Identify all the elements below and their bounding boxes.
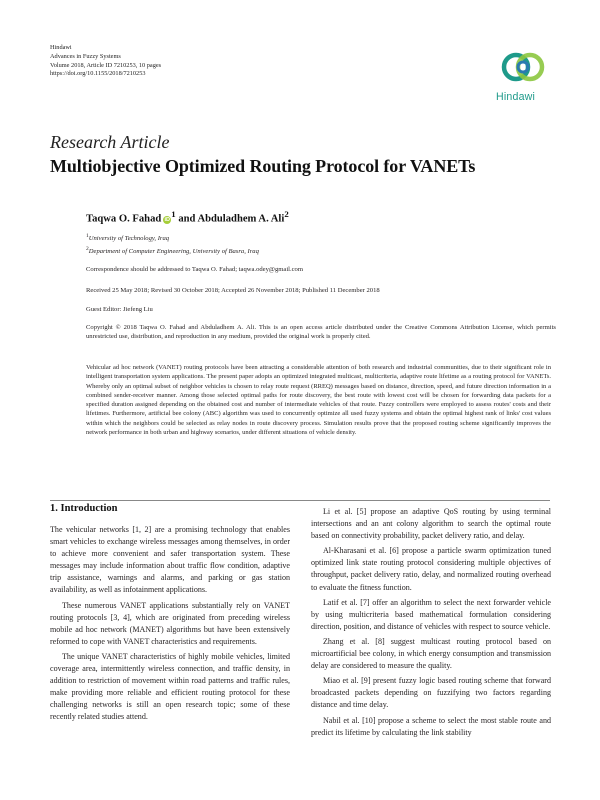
guest-editor: Guest Editor: Jiefeng Liu: [86, 306, 153, 313]
article-type: Research Article: [50, 132, 170, 152]
paragraph: Miao et al. [9] present fuzzy logic based routing scheme that forward broadcasted packets depending on fuzzifying two factors regarding distance and time delay.: [311, 676, 551, 710]
journal-name: Advances in Fuzzy Systems: [50, 52, 121, 60]
left-column: [50, 524, 290, 727]
copyright-notice: Copyright © 2018 Taqwa O. Fahad and Abduladhem A. Ali. This is an open access article distributed under the Creative Commons Attribution License, which permits unrestricted use, distribution, and reproduction in any medium, provided the original work is properly cited.: [86, 324, 556, 341]
affiliation-2-text: Department of Computer Engineering, University of Basra, Iraq: [88, 248, 259, 256]
paragraph: The vehicular networks [1, 2] are a promising technology that enables smart vehicles to exchange wireless messages among themselves, in order to achieve more convenient and safer transportation system. These messages may include information about traffic flow condition, adaptive trip assistance, warnings and alarms, and parking or gas station availability, as well as infotainment applications.: [50, 525, 290, 595]
affiliation-1-text: University of Technology, Iraq: [88, 235, 170, 243]
logo-wordmark: Hindawi: [496, 91, 536, 103]
paragraph: Latif et al. [7] offer an algorithm to select the next forwarder vehicle by using multicriteria based mathematical formulation considering direction, position, and distance of vehicles with respect to source vehicle.: [311, 597, 551, 631]
author-2: Abduladhem A. Ali: [197, 213, 285, 225]
right-column: [311, 506, 551, 742]
affiliation-1-mark: 1: [86, 233, 89, 239]
paragraph: Zhang et al. [8] suggest multicast routing protocol based on microartificial bee colony, in which energy consumption and transmission delay are considered to measure the quality.: [311, 636, 551, 671]
volume-line: Volume 2018, Article ID 7210253, 10 pages: [50, 61, 162, 69]
abstract: Vehicular ad hoc network (VANET) routing protocols have been attracting a considerable attention of both research and industrial communities, due to their significant role in intelligent transportation system applications. The present paper adopts an optimized integrated multicast, multicriteria, adaptive route lifetime as a routing protocol for VANETs. Whereby only an optimal subset of neighbor vehicles is chosen to relay route request (RREQ) messages based on distance, direction, speed, and future direction information in a combined sender-receiver manner. Among those selected optimal paths for route discovery, the best route with lowest cost will be chosen for forwarding data packets for a specified duration assigned depending on the obtained cost and number of intermediate vehicles of that route. Fuzzy controllers were employed to assess routes' costs and their lifetimes. Furthermore, artificial bee colony (ABC) algorithm was used to concurrently optimize all used fuzzy systems and obtain the optimal highest rank of links' cost values within which the neighbors could be selected as relay nodes in route discovery process. Simulation results prove that the proposed routing scheme significantly improves the network performance in both urban and highway scenarios, under different situations of vehicle density.: [86, 364, 551, 436]
paragraph: Nabil et al. [10] propose a scheme to select the most stable route and predict its lifetime by calculating the link stability: [311, 715, 551, 737]
orcid-icon[interactable]: iD: [164, 216, 171, 223]
affiliation-2-mark: 2: [86, 246, 89, 252]
author-line: [86, 209, 289, 225]
paper-title: Multiobjective Optimized Routing Protocol for VANETs: [50, 156, 476, 176]
affiliation-1: [86, 232, 556, 243]
doi-link[interactable]: https://doi.org/10.1155/2018/7210253: [50, 70, 146, 78]
correspondence: Correspondence should be addressed to Taqwa O. Fahad; taqwa.odey@gmail.com: [86, 266, 303, 273]
author-connector: and: [175, 213, 198, 225]
publisher-name: Hindawi: [50, 44, 72, 51]
author-1: Taqwa O. Fahad: [86, 213, 162, 225]
author-2-affiliation-mark: 2: [284, 209, 289, 219]
section-heading: 1. Introduction: [50, 503, 118, 514]
paragraph: Al-Kharasani et al. [6] propose a particle swarm optimization tuned optimized link state routing protocol considering multiple objectives of throughput, packet delivery ratio, delay, and normalized routing overhead to evaluate the fitness function.: [311, 546, 551, 592]
paragraph: The unique VANET characteristics of highly mobile vehicles, limited coverage area, intermittently wireless connection, and traffic density, in addition to restriction of movement within road patterns and traffic rules, make providing more reliable and efficient routing protocol for these challenging networks is still an open research topic; some of these recently related studies attend.: [50, 651, 290, 722]
affiliation-2: [86, 245, 556, 256]
journal-header: [50, 44, 161, 79]
paragraph: These numerous VANET applications substantially rely on VANET routing protocols [3, 4], which are originated from preceding wireless mobile ad hoc network (MANET) algorithms but have been extensively reformed to cope with VANET characteristics and requirements.: [50, 600, 290, 646]
dates: Received 25 May 2018; Revised 30 October 2018; Accepted 26 November 2018; Published 11 December 2018: [86, 287, 380, 294]
paragraph: Li et al. [5] propose an adaptive QoS routing by using terminal intersections and an ant colony algorithm to search the optimal route based on connectivity probability, packet delivery ratio, and delay.: [311, 507, 551, 541]
section-divider: [50, 500, 550, 501]
author-1-affiliation-mark: 1: [171, 209, 176, 219]
